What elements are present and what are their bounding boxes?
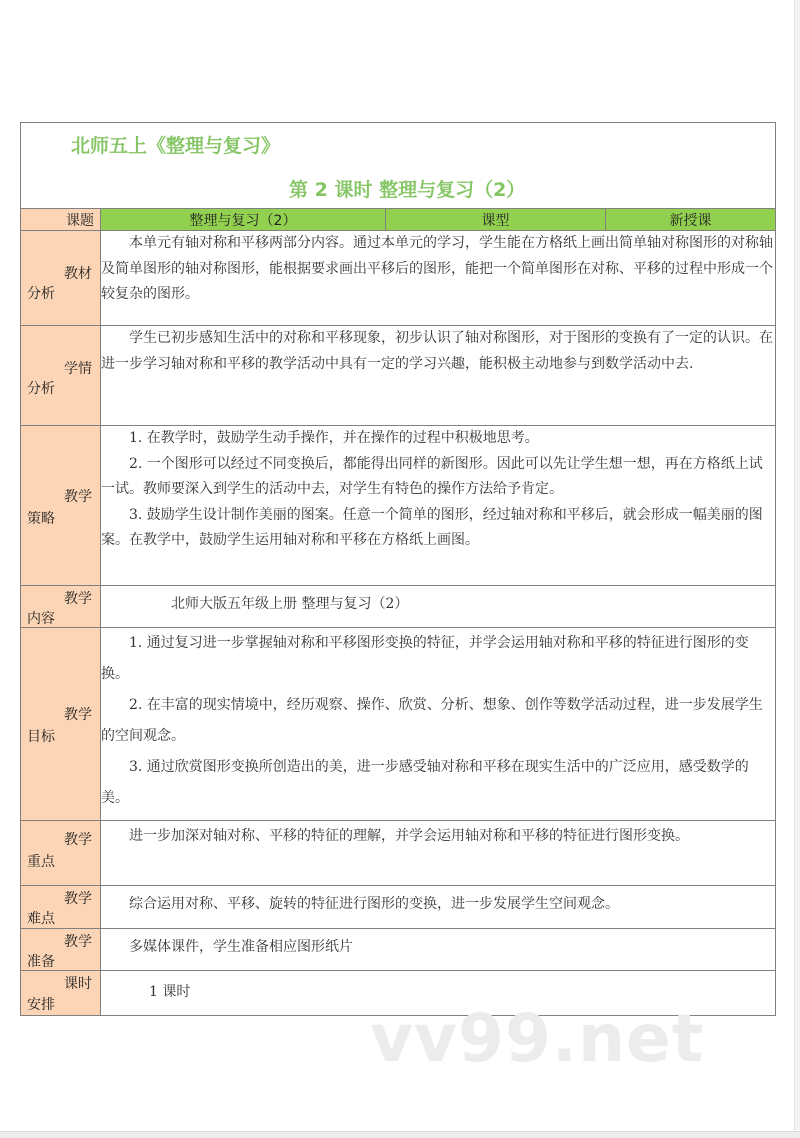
topic-label: 课题: [21, 209, 101, 231]
row-label: [21, 821, 101, 886]
paragraph: 3. 通过欣赏图形变换所创造出的美，进一步感受轴对称和平移在现实生活中的广泛应用，感受数学的美。: [101, 759, 749, 806]
row-content: [101, 821, 776, 886]
row-label-line1: 教学: [64, 591, 92, 607]
paragraph: 1 课时: [149, 984, 191, 1000]
row-label: [21, 929, 101, 971]
row-label: [21, 326, 101, 426]
table-row-key-points: [21, 821, 776, 886]
document-title: 北师五上《整理与复习》: [71, 135, 281, 157]
lesson-type-value: 新授课: [606, 209, 776, 231]
row-label: [21, 426, 101, 586]
row-label-line2: 目标: [27, 729, 55, 745]
row-content: [101, 971, 776, 1016]
table-row-schedule: [21, 971, 776, 1016]
row-label: [21, 971, 101, 1016]
row-label-line2: 重点: [27, 854, 55, 870]
row-content: [101, 586, 776, 628]
row-label-line1: 教学: [64, 489, 92, 505]
paragraph: 进一步加深对轴对称、平移的特征的理解，并学会运用轴对称和平移的特征进行图形变换。: [129, 828, 689, 844]
row-content: [101, 929, 776, 971]
row-label-line2: 难点: [27, 911, 55, 927]
row-label-line2: 准备: [27, 954, 55, 970]
row-label: [21, 586, 101, 628]
lesson-type-label: 课型: [386, 209, 606, 231]
page-edge-right: [794, 0, 800, 1130]
paragraph: 学生已初步感知生活中的对称和平移现象，初步认识了轴对称图形，对于图形的变换有了一定的认识。在进一步学习轴对称和平移的教学活动中具有一定的学习兴趣，能积极主动地参与到数学活动中去.: [101, 330, 773, 372]
row-label-line1: 教学: [64, 934, 92, 950]
row-label-line1: 教学: [64, 707, 92, 723]
table-row-teaching-strategy: [21, 426, 776, 586]
table-row-textbook-analysis: [21, 231, 776, 326]
paragraph: 2. 在丰富的现实情境中，经历观察、操作、欣赏、分析、想象、创作等数学活动过程，进一步发展学生的空间观念。: [101, 697, 763, 744]
paragraph: 综合运用对称、平移、旋转的特征进行图形的变换，进一步发展学生空间观念。: [129, 896, 619, 912]
row-content: [101, 326, 776, 426]
paragraph: 1. 通过复习进一步掌握轴对称和平移图形变换的特征，并学会运用轴对称和平移的特征进行图形的变换。: [101, 635, 749, 682]
table-row-preparation: [21, 929, 776, 971]
row-label-line1: 学情: [64, 361, 92, 377]
row-label: [21, 886, 101, 929]
row-label-line1: 教学: [64, 832, 92, 848]
row-content: [101, 231, 776, 326]
row-label-line1: 教学: [64, 891, 92, 907]
row-label: [21, 628, 101, 821]
lesson-subtitle: 第 2 课时 整理与复习（2）: [289, 179, 526, 201]
watermark: vv99.net: [370, 1000, 705, 1077]
paragraph: 本单元有轴对称和平移两部分内容。通过本单元的学习，学生能在方格纸上画出简单轴对称图形的对称轴及简单图形的轴对称图形，能根据要求画出平移后的图形，能把一个简单图形在对称、平移的过程中形成一个较复杂的图形。: [101, 235, 773, 302]
paragraph: 多媒体课件，学生准备相应图形纸片: [129, 939, 353, 955]
paragraph: 3. 鼓励学生设计制作美丽的图案。任意一个简单的图形，经过轴对称和平移后，就会形成一幅美丽的图案。在教学中，鼓励学生运用轴对称和平移在方格纸上画图。: [101, 506, 763, 548]
table-row-student-analysis: [21, 326, 776, 426]
paragraph: 1. 在教学时，鼓励学生动手操作，并在操作的过程中积极地思考。: [129, 430, 539, 446]
row-content: [101, 886, 776, 929]
table-row-teaching-goals: [21, 628, 776, 821]
row-content: [101, 426, 776, 586]
row-label: [21, 231, 101, 326]
row-label-line1: 教材: [64, 266, 92, 282]
row-label-line2: 分析: [27, 286, 55, 302]
table-row-teaching-content: [21, 586, 776, 628]
row-label-line2: 策略: [27, 511, 55, 527]
paragraph: 2. 一个图形可以经过不同变换后，都能得出同样的新图形。因此可以先让学生想一想，再在方格纸上试一试。教师要深入到学生的活动中去，对学生有特色的操作方法给予肯定。: [101, 455, 763, 497]
row-label-line2: 安排: [27, 997, 55, 1013]
topic-row: [21, 209, 776, 231]
title-cell: [21, 123, 776, 209]
title-row: [21, 123, 776, 209]
table-row-difficulties: [21, 886, 776, 929]
row-label-line2: 内容: [27, 611, 55, 627]
row-label-line2: 分析: [27, 381, 55, 397]
paragraph: 北师大版五年级上册 整理与复习（2）: [171, 596, 409, 612]
row-content: [101, 628, 776, 821]
topic-value: 整理与复习（2）: [101, 209, 386, 231]
lesson-plan-table: [20, 122, 776, 1016]
row-label-line1: 课时: [64, 976, 92, 992]
